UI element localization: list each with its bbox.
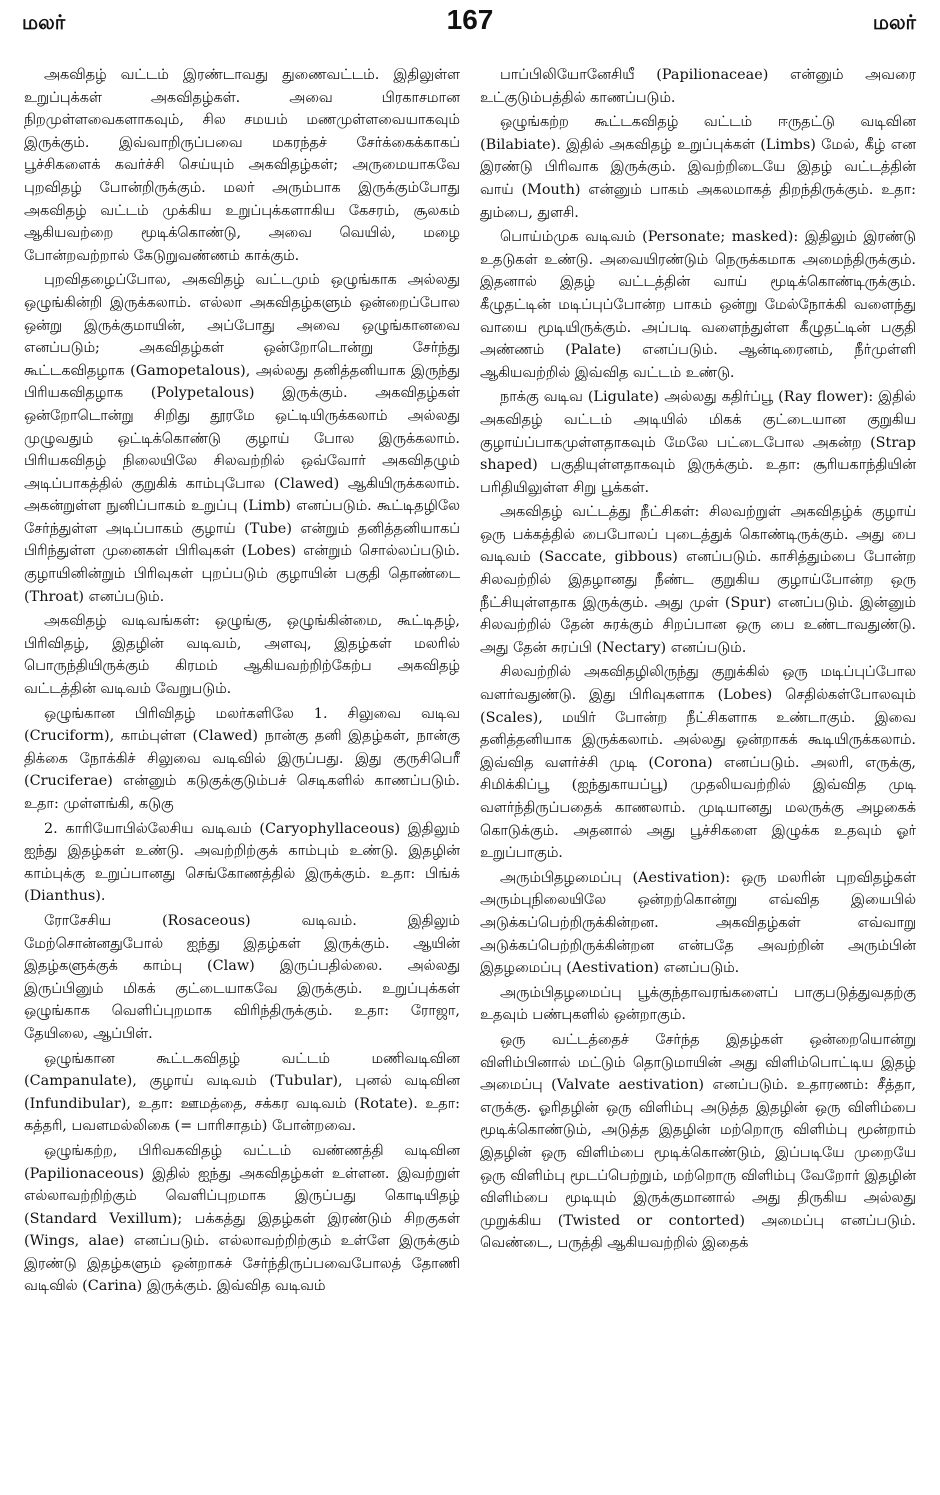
paragraph: அகவிதழ் வட்டம் இரண்டாவது துணைவட்டம். இதிலுள்ள உறுப்புக்கள் அகவிதழ்கள். அவை பிரகாசமான நிறமுள்ளவைகளாகவும், சில சமயம் மணமுள்ளவையாகவும் இருக்கும். இவ்வாறிருப்பவை மகரந்தச் சேர்க்கைக்காகப் பூச்சிகளைக் கவர்ச்சி செய்யும் அகவிதழ்கள்; அருமையாகவே புறவிதழ் போன்றிருக்கும். மலர் அரும்பாக இருக்கும்போது அகவிதழ் வட்டம் முக்கிய உறுப்புக்களாகிய கேசரம், சூலகம் ஆகியவற்றை மூடிக்கொண்டு, அவை வெயில், மழை போன்றவற்றால் கேடுறுவண்ணம் காக்கும். <box>24 67 460 264</box>
paragraph: அகவிதழ் வடிவங்கள்: ஒழுங்கு, ஒழுங்கின்மை, கூட்டிதழ், பிரிவிதழ், இதழின் வடிவம், அளவு, இதழ்கள் மலரில் பொருந்தியிருக்கும் கிரமம் ஆகியவற்றிற்கேற்ப அகவிதழ் வட்டத்தின் வடிவம் வேறுபடும். <box>24 613 460 698</box>
paragraph: பொய்ம்முக வடிவம் (Personate; masked): இதிலும் இரண்டு உதடுகள் உண்டு. அவையிரண்டும் நெருக்கமாக அமைந்திருக்கும். இதனால் இதழ் வட்டத்தின் வாய் மூடிக்கொண்டிருக்கும். கீழுதட்டின் மடிப்புப்போன்ற பாகம் ஒன்று மேல்நோக்கி வளைந்து வாயை மூடியிருக்கும். அப்படி வளைந்துள்ள கீழுதட்டின் பகுதி அண்ணம் (Palate) எனப்படும். ஆன்டிரைனம், நீர்முள்ளி ஆகியவற்றில் இவ்வித வட்டம் உண்டு. <box>480 229 916 381</box>
paragraph: ஒழுங்கற்ற, பிரிவகவிதழ் வட்டம் வண்ணத்தி வடிவின (Papilionaceous) இதில் ஐந்து அகவிதழ்கள் உள்ளன. இவற்றுள் எல்லாவற்றிற்கும் வெளிப்புறமாக இருப்பது கொடியிதழ் (Standard Vexillum); பக்கத்து இதழ்கள் இரண்டும் சிறகுகள் (Wings, alae) எனப்படும். எல்லாவற்றிற்கும் உள்ளே இருக்கும் இரண்டு இதழ்களும் ஒன்றாகச் சேர்ந்திருப்பவைபோலத் தோணி வடிவில் (Carina) இருக்கும். இவ்வித வடிவம் <box>24 1142 460 1295</box>
paragraph: ஒரு வட்டத்தைச் சேர்ந்த இதழ்கள் ஒன்றையொன்று விளிம்பினால் மட்டும் தொடுமாயின் அது விளிம்பொட்டிய இதழ் அமைப்பு (Valvate aestivation) எனப்படும். உதாரணம்: சீத்தா, எருக்கு. ஓரிதழின் ஒரு விளிம்பு அடுத்த இதழின் ஒரு விளிம்பை மூடிக்கொண்டும், அடுத்த இதழின் மற்றொரு விளிம்பு மூன்றாம் இதழின் ஒரு விளிம்பை மூடிக்கொண்டும், இப்படியே முறையே ஒரு விளிம்பு மூடப்பெற்றும், மற்றொரு விளிம்பு வேறோர் இதழின் விளிம்பை மூடியும் இருக்குமானால் அது திருகிய அல்லது முறுக்கிய (Twisted or contorted) அமைப்பு எனப்படும். வெண்டை, பருத்தி ஆகியவற்றில் இதைக் <box>480 1031 916 1252</box>
left-column <box>24 64 460 1484</box>
paragraph: ஒழுங்கான கூட்டகவிதழ் வட்டம் மணிவடிவின (Campanulate), குழாய் வடிவம் (Tubular), புனல் வடிவின (Infundibular), உதா: ஊமத்தை, சக்கர வடிவம் (Rotate). உதா: கத்தரி, பவளமல்லிகை (= பாரிசாதம்) போன்றவை. <box>24 1050 460 1135</box>
right-column <box>480 64 916 1484</box>
paragraph: அகவிதழ் வட்டத்து நீட்சிகள்: சிலவற்றுள் அகவிதழ்க் குழாய் ஒரு பக்கத்தில் பைபோலப் புடைத்துக் கொண்டிருக்கும். அது பை வடிவம் (Saccate, gibbous) எனப்படும். காசித்தும்பை போன்ற சிலவற்றில் இதழானது நீண்ட குறுகிய குழாய்போன்ற ஒரு நீட்சியுள்ளதாக இருக்கும். அது முள் (Spur) எனப்படும். இன்னும் சிலவற்றில் தேன் சுரக்கும் சிறப்பான ஒரு பை உண்டாவதுண்டு. அது தேன் சுரப்பி (Nectary) எனப்படும். <box>480 504 916 656</box>
page-number: 167 <box>446 4 494 35</box>
paragraph: ஒழுங்கான பிரிவிதழ் மலர்களிலே 1. சிலுவை வடிவ (Cruciform), காம்புள்ள (Clawed) நான்கு தனி இதழ்கள், நான்கு திக்கை நோக்கிச் சிலுவை வடிவில் இருப்பது. இது குருசிபெரீ (Cruciferae) என்னும் கடுகுக்குடும்பச் செடிகளில் காணப்படும். உதா: முள்ளங்கி, கடுகு <box>24 705 460 812</box>
paragraph: புறவிதழைப்போல, அகவிதழ் வட்டமும் ஒழுங்காக அல்லது ஒழுங்கின்றி இருக்கலாம். எல்லா அகவிதழ்களும் ஒன்றைப்போல ஒன்று இருக்குமாயின், அப்போது அவை ஒழுங்கானவை எனப்படும்; அகவிதழ்கள் ஒன்றோடொன்று சேர்ந்து கூட்டகவிதழாக (Gamopetalous), அல்லது தனித்தனியாக இருந்து பிரியகவிதழாக (Polypetalous) இருக்கும். அகவிதழ்கள் ஒன்றோடொன்று சிறிது தூரமே ஒட்டியிருக்கலாம் அல்லது முழுவதும் ஒட்டிக்கொண்டு குழாய் போல இருக்கலாம். பிரியகவிதழ் நிலையிலே சிலவற்றில் ஒவ்வோர் அகவிதழும் அடிப்பாகத்தில் குறுகிக் காம்புபோல (Clawed) ஆகியிருக்கலாம். அகன்றுள்ள நுனிப்பாகம் உறுப்பு (Limb) எனப்படும். கூட்டிதழிலே சேர்ந்துள்ள அடிப்பாகம் குழாய் (Tube) என்றும் தனித்தனியாகப் பிரிந்துள்ள முனைகள் பிரிவுகள் (Lobes) என்றும் சொல்லப்படும். குழாயினின்றும் பிரிவுகள் புறப்படும் குழாயின் பகுதி தொண்டை (Throat) எனப்படும். <box>24 272 460 605</box>
running-head-right: மலர் <box>872 10 916 34</box>
paragraph: நாக்கு வடிவ (Ligulate) அல்லது கதிர்ப்பூ (Ray flower): இதில் அகவிதழ் வட்டம் அடியில் மிகக் குட்டையான குறுகிய குழாய்ப்பாகமுள்ளதாகவும் மேலே பட்டைபோல அகன்ற (Strap shaped) பகுதியுள்ளதாகவும் இருக்கும். உதா: சூரியகாந்தியின் பரிதியிலுள்ள சிறு பூக்கள். <box>480 389 916 496</box>
paragraph: அரும்பிதழமைப்பு (Aestivation): ஒரு மலரின் புறவிதழ்கள் அரும்புநிலையிலே ஒன்றற்கொன்று எவ்வித இயைபில் அடுக்கப்பெற்றிருக்கின்றன. அகவிதழ்கள் எவ்வாறு அடுக்கப்பெற்றிருக்கின்றன என்பதே அவற்றின் அரும்பின் இதழமைப்பு (Aestivation) எனப்படும். <box>480 869 916 977</box>
paragraph: அரும்பிதழமைப்பு பூக்குந்தாவரங்களைப் பாகுபடுத்துவதற்கு உதவும் பண்புகளில் ஒன்றாகும். <box>480 984 916 1024</box>
page-header <box>0 0 940 46</box>
paragraph: பாப்பிலியோனேசியீ (Papilionaceae) என்னும் அவரை உட்குடும்பத்தில் காணப்படும். <box>480 67 916 106</box>
paragraph: ஒழுங்கற்ற கூட்டகவிதழ் வட்டம் ஈருதட்டு வடிவின (Bilabiate). இதில் அகவிதழ் உறுப்புக்கள் (Limbs) மேல், கீழ் என இரண்டு பிரிவாக இருக்கும். இவற்றிடையே இதழ் வட்டத்தின் வாய் (Mouth) என்னும் பாகம் அகலமாகத் திறந்திருக்கும். உதா: தும்பை, துளசி. <box>480 114 916 221</box>
paragraph: ரோசேசிய (Rosaceous) வடிவம். இதிலும் மேற்சொன்னதுபோல் ஐந்து இதழ்கள் இருக்கும். ஆயின் இதழ்களுக்குக் காம்பு (Claw) இருப்பதில்லை. அல்லது இருப்பினும் மிகக் குட்டையாகவே இருக்கும். உறுப்புக்கள் ஒழுங்காக வெளிப்புறமாக விரிந்திருக்கும். உதா: ரோஜா, தேயிலை, ஆப்பிள். <box>24 912 460 1042</box>
paragraph: சிலவற்றில் அகவிதழிலிருந்து குறுக்கில் ஒரு மடிப்புப்போல வளர்வதுண்டு. இது பிரிவுகளாக (Lobes) செதில்கள்போலவும் (Scales), மயிர் போன்ற நீட்சிகளாக உண்டாகும். இவை தனித்தனியாக இருக்கலாம். அல்லது ஒன்றாகக் கூடியிருக்கலாம். இவ்வித வளர்ச்சி முடி (Corona) எனப்படும். அலரி, எருக்கு, சிமிக்கிப்பூ (ஐந்துகாயப்பூ) முதலியவற்றில் இவ்வித முடி வளர்ந்திருப்பதைக் காணலாம். முடியானது மலருக்கு அழகைக் கொடுக்கும். அதனால் அது பூச்சிகளை இழுக்க உதவும் ஓர் உறுப்பாகும். <box>480 664 916 862</box>
running-head-left: மலர் <box>22 10 66 34</box>
paragraph: 2. காரியோபில்லேசிய வடிவம் (Caryophyllaceous) இதிலும் ஐந்து இதழ்கள் உண்டு. அவற்றிற்குக் காம்பும் உண்டு. இதழின் காம்புக்கு உறுப்பானது செங்கோணத்தில் இருக்கும். உதா: பிங்க் (Dianthus). <box>24 820 460 905</box>
